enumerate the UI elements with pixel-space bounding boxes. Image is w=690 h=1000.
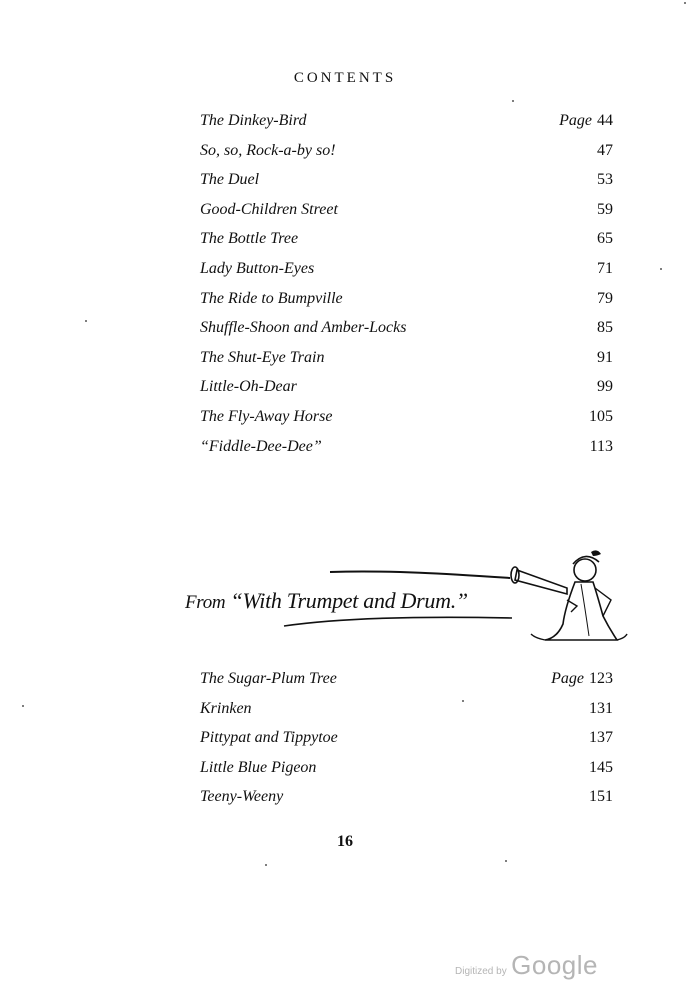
toc-entry: [200, 408, 613, 438]
entry-page: 151: [589, 788, 613, 806]
entry-title: The Ride to Bumpville: [200, 289, 343, 307]
entry-page: 85: [597, 319, 613, 337]
page-heading: CONTENTS: [293, 70, 397, 86]
toc-entry: [200, 788, 613, 818]
toc-entry: [200, 230, 613, 260]
toc-entry: [200, 319, 613, 349]
entry-title: The Duel: [200, 171, 260, 189]
trumpeter-illustration: [505, 548, 630, 648]
entry-title: The Dinkey-Bird: [200, 112, 307, 129]
scan-speck: [505, 860, 507, 862]
toc-entry: [200, 759, 613, 789]
entry-page: 105: [589, 407, 613, 425]
scan-speck: [462, 700, 464, 702]
entry-page: 137: [589, 729, 613, 747]
toc-entry: [200, 290, 613, 320]
toc-entry: [200, 201, 613, 231]
page-label: Page: [559, 112, 592, 129]
entry-page: 47: [597, 141, 613, 159]
section-contents-list: [200, 670, 613, 818]
entry-page: 113: [589, 437, 613, 455]
entry-title: Good-Children Street: [200, 200, 338, 218]
entry-page: 59: [597, 200, 613, 218]
digitized-watermark: [455, 950, 598, 981]
entry-page: 145: [589, 758, 613, 776]
entry-title: The Shut-Eye Train: [200, 348, 325, 366]
toc-entry: [200, 378, 613, 408]
entry-title: Krinken: [200, 699, 252, 717]
entry-page: 53: [597, 171, 613, 189]
toc-entry: [200, 438, 613, 468]
entry-title: Lady Button-Eyes: [200, 259, 315, 277]
entry-page: 91: [597, 348, 613, 366]
toc-entry: [200, 349, 613, 379]
entry-page: 71: [597, 259, 613, 277]
entry-page: 131: [589, 699, 613, 717]
entry-title: “Fiddle-Dee-Dee”: [200, 437, 322, 455]
entry-title: The Sugar-Plum Tree: [200, 670, 337, 687]
entry-title: So, so, Rock-a-by so!: [200, 141, 336, 159]
page-number: 16: [337, 833, 353, 850]
toc-entry: [200, 729, 613, 759]
entry-page: Page 123: [551, 670, 613, 687]
toc-entry: [200, 112, 613, 142]
page-label: Page: [551, 670, 584, 687]
entry-title: The Bottle Tree: [200, 230, 299, 248]
section-title: “With Trumpet and Drum.”: [230, 588, 468, 613]
entry-page: 99: [597, 378, 613, 396]
scan-speck: [85, 320, 87, 322]
contents-list: [200, 112, 613, 467]
toc-entry: [200, 142, 613, 172]
entry-title: Shuffle-Shoon and Amber-Locks: [200, 319, 407, 337]
entry-page: 65: [597, 230, 613, 248]
entry-page: 79: [597, 289, 613, 307]
google-logo: Google: [511, 950, 598, 980]
toc-entry: [200, 260, 613, 290]
scan-speck: [22, 705, 24, 707]
toc-entry: [200, 700, 613, 730]
entry-title: Little Blue Pigeon: [200, 758, 317, 776]
scan-speck: [265, 864, 267, 866]
entry-page: Page 44: [559, 112, 613, 129]
scan-speck: [660, 268, 662, 270]
entry-title: Teeny-Weeny: [200, 788, 284, 806]
scan-speck: [684, 2, 686, 4]
entry-title: Little-Oh-Dear: [200, 378, 297, 396]
toc-entry: [200, 670, 613, 700]
entry-title: Pittypat and Tippytoe: [200, 729, 338, 747]
entry-title: The Fly-Away Horse: [200, 407, 333, 425]
toc-entry: [200, 171, 613, 201]
scan-speck: [512, 100, 514, 102]
section-prefix: From: [185, 592, 226, 613]
watermark-prefix: Digitized by: [455, 966, 507, 977]
section-heading: [185, 588, 468, 614]
